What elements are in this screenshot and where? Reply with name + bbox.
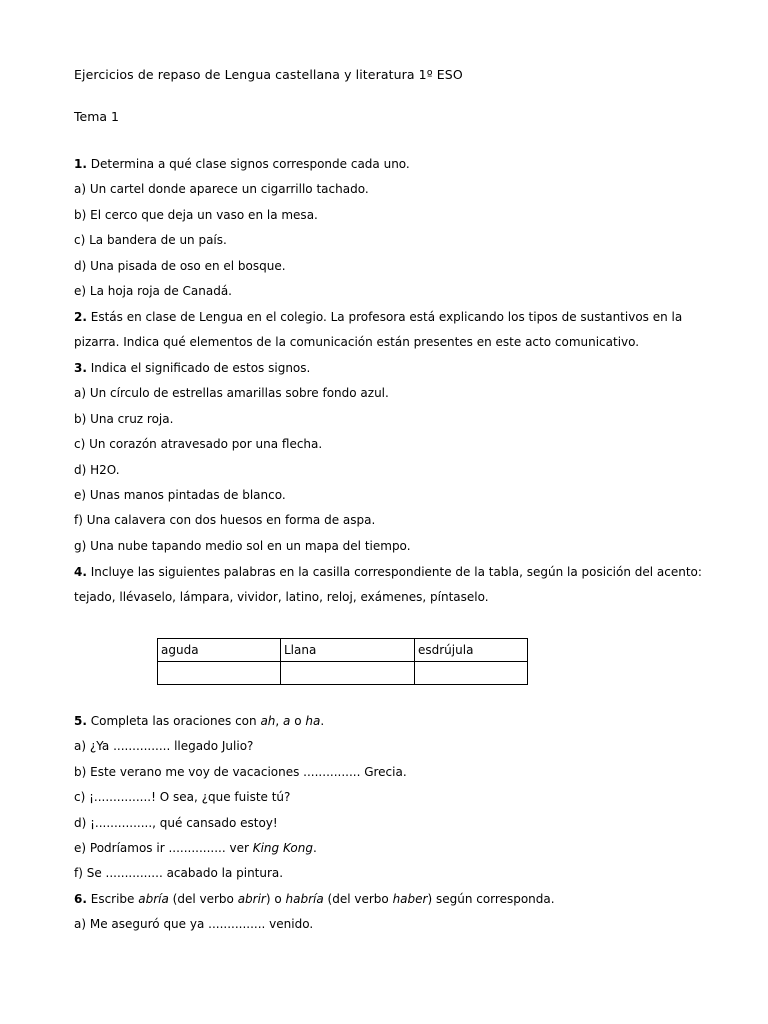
list-item: a) Me aseguró que ya ............... venido.: [74, 917, 314, 932]
option-ah: ah: [260, 714, 276, 728]
question-6: [74, 890, 704, 941]
list-item: d) Una pisada de oso en el bosque.: [74, 258, 286, 273]
question-5-prompt: [74, 712, 704, 737]
list-item: e) La hoja roja de Canadá.: [74, 283, 232, 298]
word-list: tejado, llévaselo, lámpara, vividor, latino, reloj, exámenes, píntaselo.: [74, 590, 489, 605]
list-item: [74, 839, 704, 864]
question-6-prompt: [74, 890, 704, 915]
separator: ,: [275, 714, 284, 728]
word-haber: haber: [392, 892, 428, 906]
question-text: (del verbo: [168, 892, 238, 906]
table-header-aguda: aguda: [158, 639, 281, 662]
question-2: [74, 308, 704, 359]
question-number: 4.: [74, 565, 87, 579]
question-number: 2.: [74, 310, 87, 324]
question-4: [74, 563, 714, 614]
document-title: Ejercicios de repaso de Lengua castellana y literatura 1º ESO: [74, 67, 463, 82]
question-3-prompt: [74, 359, 704, 384]
table-header-row: [158, 639, 528, 662]
list-item: b) Este verano me voy de vacaciones ............... Grecia.: [74, 764, 407, 779]
question-text: (del verbo: [323, 892, 393, 906]
question-3: [74, 359, 704, 562]
separator: o: [290, 714, 306, 728]
list-item: c) ¡...............! O sea, ¿que fuiste tú?: [74, 790, 291, 805]
question-text: ) según corresponda.: [427, 892, 555, 906]
word-habria: habría: [285, 892, 324, 906]
list-item: d) H2O.: [74, 462, 120, 477]
word-abria: abría: [138, 892, 169, 906]
question-text-continued: pizarra. Indica qué elementos de la comunicación están presentes en este acto comunicativo.: [74, 335, 640, 350]
table-cell-empty: [281, 662, 415, 685]
list-item: a) ¿Ya ............... llegado Julio?: [74, 739, 254, 754]
list-item: c) Un corazón atravesado por una flecha.: [74, 437, 323, 452]
table-header-esdrujula: esdrújula: [415, 639, 528, 662]
question-text: Completa las oraciones con: [86, 714, 261, 728]
question-number: 5.: [74, 714, 87, 728]
question-5: [74, 712, 704, 890]
list-item: c) La bandera de un país.: [74, 233, 227, 248]
list-item: e) Unas manos pintadas de blanco.: [74, 487, 286, 502]
question-text: Indica el significado de estos signos.: [86, 361, 311, 375]
question-1: [74, 155, 704, 307]
table-header-llana: Llana: [281, 639, 415, 662]
question-text: Incluye las siguientes palabras en la casilla correspondiente de la tabla, según la posición del acento:: [86, 565, 702, 579]
accent-table: [157, 638, 528, 685]
table-cell-empty: [158, 662, 281, 685]
list-item: a) Un círculo de estrellas amarillas sobre fondo azul.: [74, 386, 389, 401]
question-2-prompt: [74, 308, 704, 333]
list-item: d) ¡..............., qué cansado estoy!: [74, 815, 278, 830]
movie-title: King Kong: [252, 840, 313, 855]
list-item: f) Se ............... acabado la pintura.: [74, 866, 284, 881]
question-text: Determina a qué clase signos corresponde cada uno.: [86, 157, 410, 171]
question-text: Estás en clase de Lengua en el colegio. La profesora está explicando los tipos de sustantivos en la: [86, 310, 683, 324]
list-item: a) Un cartel donde aparece un cigarrillo tachado.: [74, 182, 369, 197]
list-item: b) El cerco que deja un vaso en la mesa.: [74, 207, 318, 222]
table-row: [158, 662, 528, 685]
word-abrir: abrir: [237, 892, 266, 906]
item-text: e) Podríamos ir ............... ver: [74, 840, 253, 855]
question-text: Escribe: [86, 892, 139, 906]
option-a: a: [283, 714, 291, 728]
table-cell-empty: [415, 662, 528, 685]
section-heading: Tema 1: [74, 109, 119, 124]
question-1-prompt: [74, 155, 704, 180]
list-item: g) Una nube tapando medio sol en un mapa del tiempo.: [74, 538, 411, 553]
question-number: 1.: [74, 157, 87, 171]
punctuation: .: [320, 714, 325, 728]
question-text: ) o: [265, 892, 286, 906]
question-number: 3.: [74, 361, 87, 375]
question-4-prompt: [74, 563, 714, 588]
question-number: 6.: [74, 892, 87, 906]
punctuation: .: [312, 840, 317, 855]
list-item: f) Una calavera con dos huesos en forma de aspa.: [74, 513, 376, 528]
option-ha: ha: [305, 714, 321, 728]
list-item: b) Una cruz roja.: [74, 411, 174, 426]
